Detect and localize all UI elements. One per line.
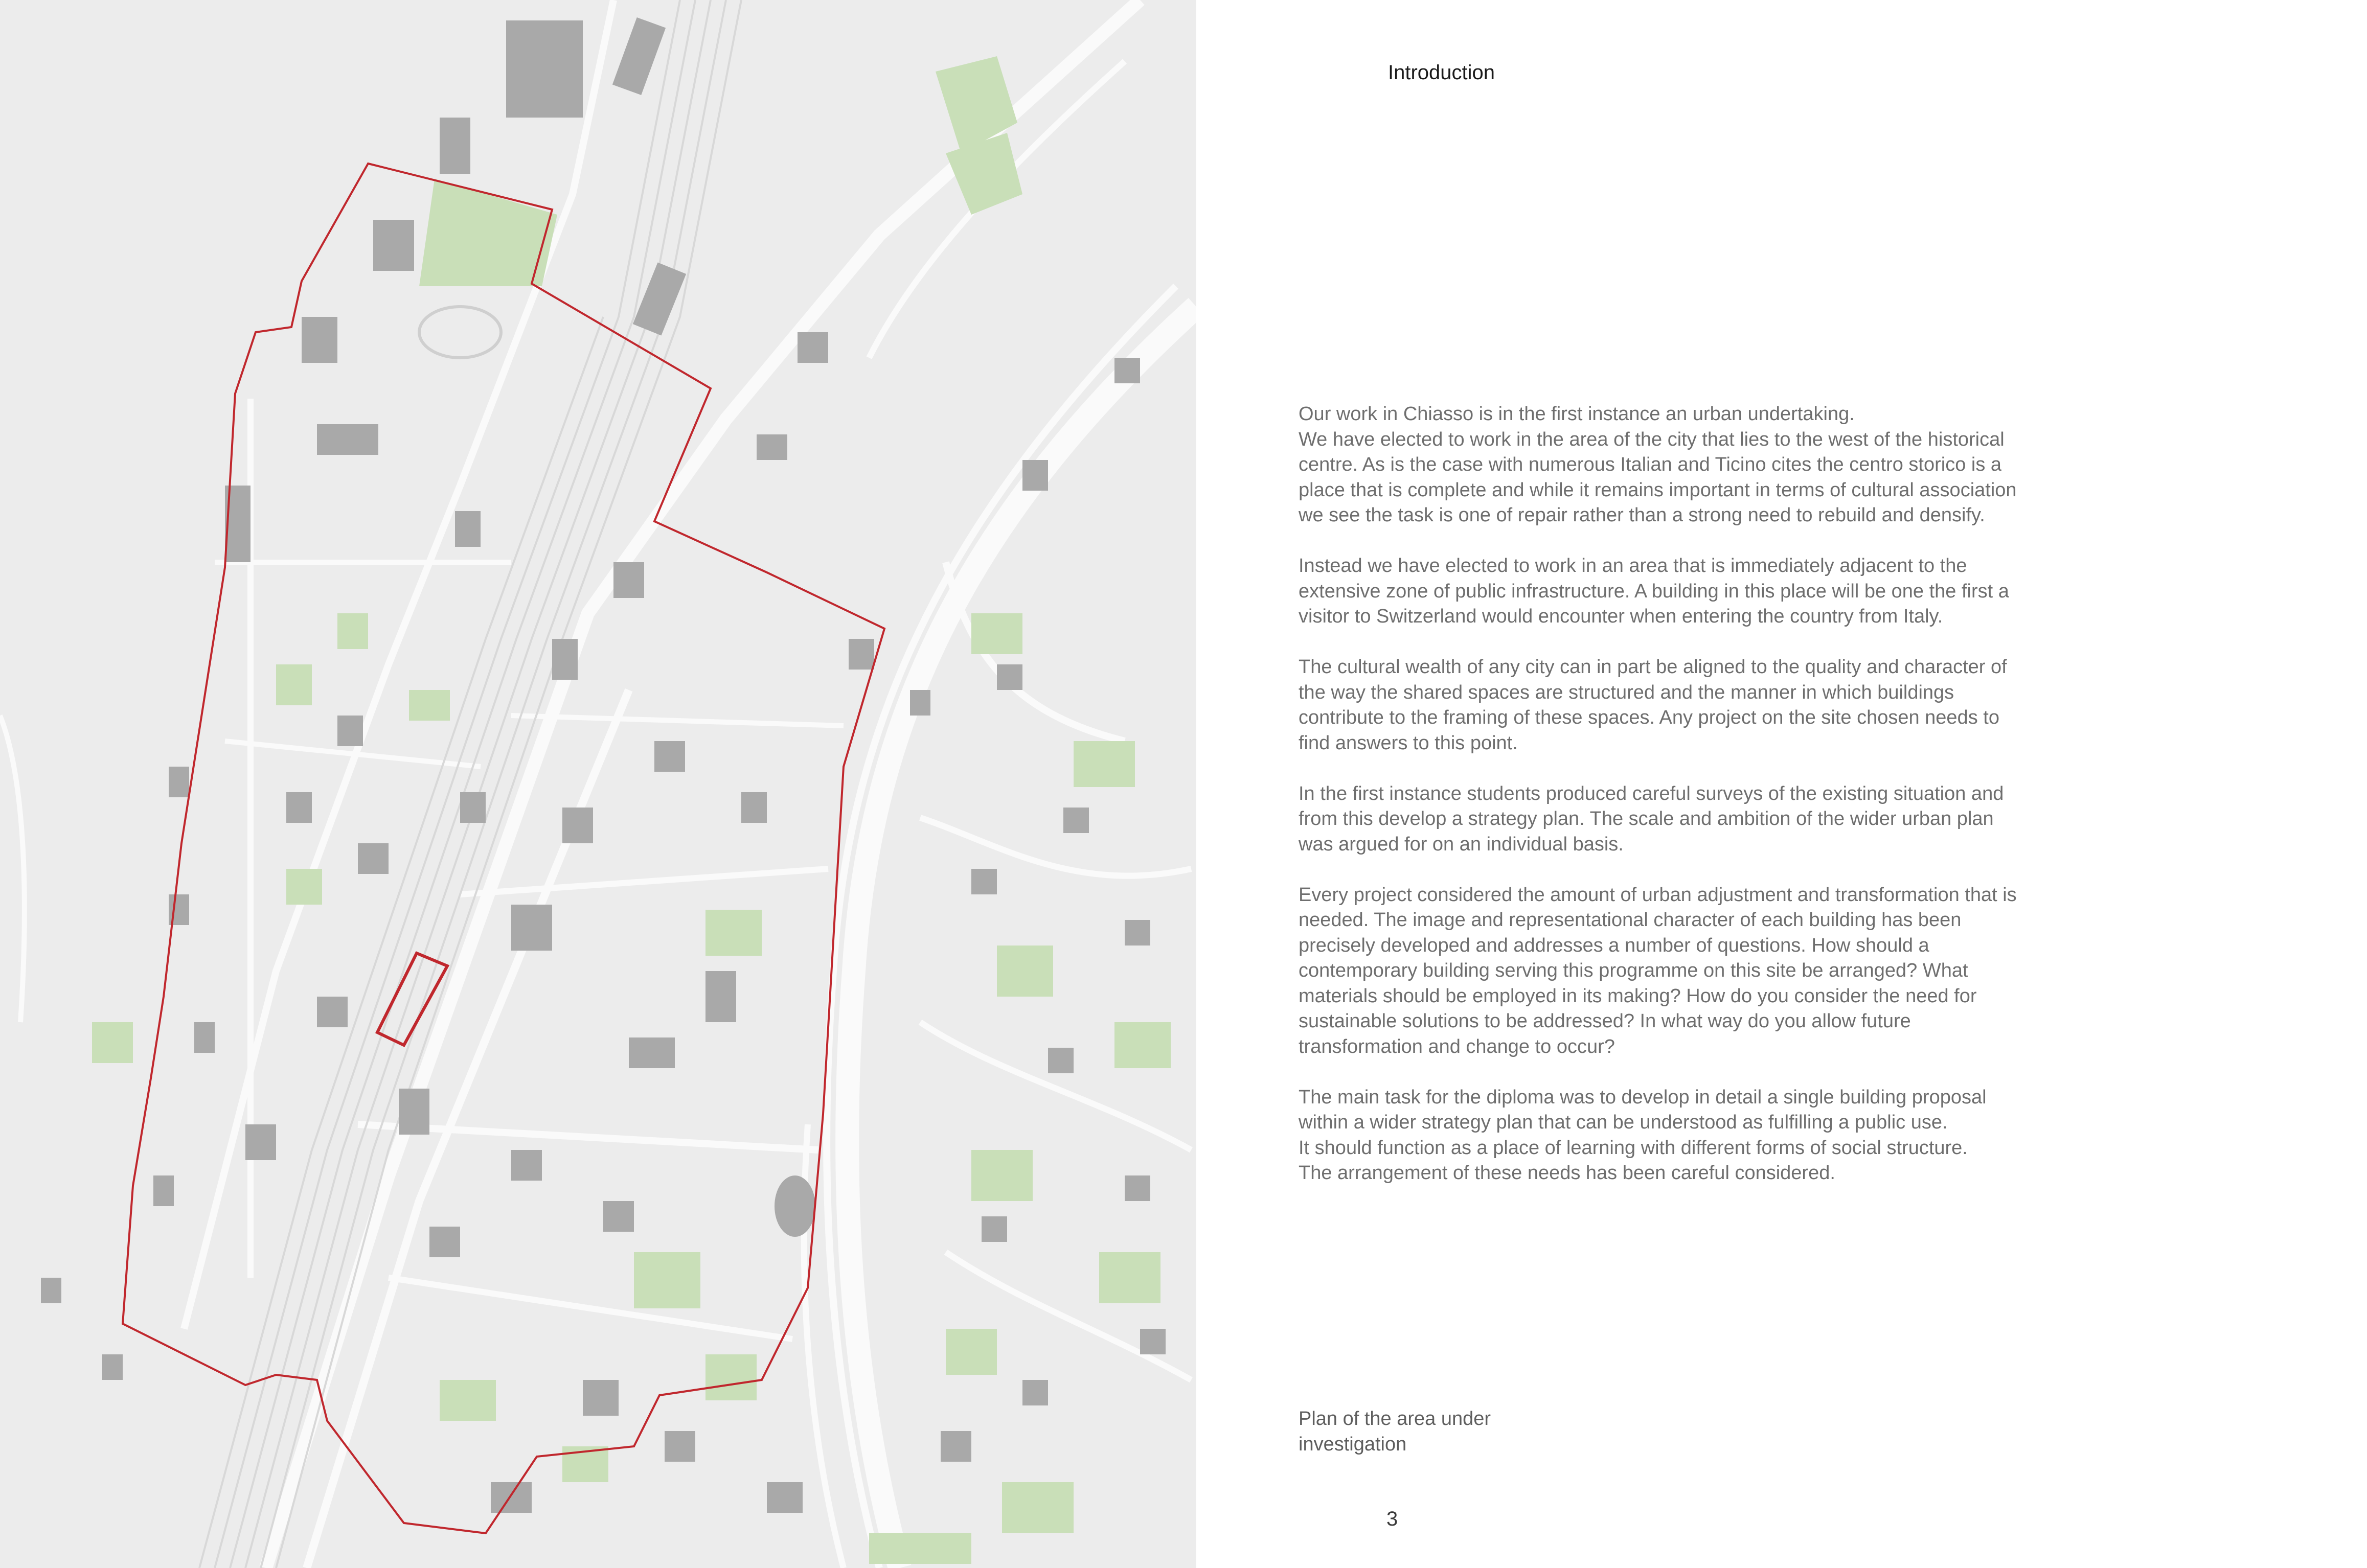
building-51 (429, 1227, 460, 1257)
building-27 (1125, 920, 1150, 946)
green-18 (869, 1533, 971, 1564)
building-42 (41, 1278, 61, 1303)
building-5 (373, 220, 414, 271)
green-15 (1099, 1252, 1160, 1303)
building-50 (741, 792, 767, 823)
text-line: transformation and change to occur? (1299, 1035, 1615, 1057)
text-line: the way the shared spaces are structured and the manner in which buildings (1299, 681, 1954, 703)
building-28 (1048, 1048, 1074, 1073)
paragraph-5 (1299, 883, 2096, 1060)
green-12 (997, 946, 1053, 997)
building-13 (562, 808, 593, 843)
building-53 (603, 1201, 634, 1232)
body-text (1299, 402, 2096, 1211)
text-panel (1196, 0, 2367, 1568)
building-21 (491, 1482, 532, 1513)
green-4 (286, 869, 322, 905)
green-10 (971, 613, 1022, 654)
paragraph-6 (1299, 1085, 2096, 1186)
paragraph-4 (1299, 781, 2096, 858)
text-line: The main task for the diploma was to develop in detail a single building proposal (1299, 1086, 1987, 1108)
building-44 (941, 1431, 971, 1462)
building-29 (982, 1216, 1007, 1242)
building-7 (317, 424, 378, 455)
text-line: sustainable solutions to be addressed? In what way do you allow future (1299, 1010, 1911, 1032)
building-14 (552, 639, 578, 680)
green-19 (1002, 1482, 1074, 1533)
building-9 (511, 905, 552, 951)
building-24 (997, 664, 1022, 690)
building-12 (399, 1089, 429, 1135)
building-16 (286, 792, 312, 823)
green-5 (705, 910, 762, 956)
building-31 (1022, 1380, 1048, 1405)
paragraph-3 (1299, 655, 2096, 756)
building-15 (613, 562, 644, 598)
building-18 (317, 997, 348, 1027)
paragraph-2 (1299, 554, 2096, 630)
building-40 (194, 1022, 215, 1053)
text-line: from this develop a strategy plan. The scale and ambition of the wider urban plan (1299, 808, 1994, 829)
text-line: materials should be employed in its making? How do you consider the need for (1299, 985, 1977, 1007)
text-line: It should function as a place of learning with different forms of social structure. (1299, 1137, 1968, 1159)
caption-line: Plan of the area under (1299, 1408, 1491, 1429)
building-17 (358, 843, 389, 874)
building-36 (798, 332, 828, 363)
building-warehouse-1 (506, 20, 583, 118)
building-34 (1022, 460, 1048, 491)
building-43 (102, 1354, 123, 1380)
text-line: Every project considered the amount of urban adjustment and transformation that is (1299, 884, 2017, 906)
text-line: extensive zone of public infrastructure. A building in this place will be one the first a (1299, 580, 2009, 602)
building-22 (665, 1431, 695, 1462)
green-16 (946, 1329, 997, 1375)
building-46 (455, 511, 481, 547)
text-line: Our work in Chiasso is in the first instance an urban undertaking. (1299, 403, 1855, 425)
green-11 (1074, 741, 1135, 787)
text-line: contribute to the framing of these spaces. Any project on the site chosen needs to (1299, 707, 1999, 728)
text-line: We have elected to work in the area of the city that lies to the west of the historical (1299, 428, 2005, 450)
building-52 (511, 1150, 542, 1181)
text-line: The cultural wealth of any city can in part be aligned to the quality and character of (1299, 656, 2007, 678)
building-45 (849, 639, 874, 670)
green-6 (634, 1252, 700, 1308)
caption-line: investigation (1299, 1433, 1407, 1455)
section-title: Introduction (1388, 61, 1495, 84)
text-line: visitor to Switzerland would encounter when entering the country from Italy. (1299, 606, 1943, 627)
text-line: within a wider strategy plan that can be understood as fulfilling a public use. (1299, 1112, 1948, 1133)
green-7 (705, 1354, 757, 1400)
building-48 (460, 792, 486, 823)
building-20 (583, 1380, 619, 1416)
green-3 (409, 690, 450, 721)
building-37 (757, 434, 787, 460)
building-30 (1125, 1175, 1150, 1201)
text-line: place that is complete and while it remains important in terms of cultural association (1299, 479, 2017, 501)
green-14 (971, 1150, 1033, 1201)
building-49 (654, 741, 685, 772)
building-26 (971, 869, 997, 894)
text-line: we see the task is one of repair rather than a strong need to rebuild and densify. (1299, 504, 1985, 526)
text-line: was argued for on an individual basis. (1299, 833, 1624, 855)
building-32 (1140, 1329, 1166, 1354)
building-11 (629, 1037, 675, 1068)
building-2 (440, 118, 470, 174)
building-35 (1114, 358, 1140, 383)
building-33 (910, 690, 930, 716)
text-line: centre. As is the case with numerous Italian and Ticino cites the centro storico is a (1299, 454, 2002, 475)
green-8 (440, 1380, 496, 1421)
text-line: needed. The image and representational character of each building has been (1299, 909, 1962, 931)
building-10 (705, 971, 736, 1022)
green-2 (337, 613, 368, 649)
green-13 (1114, 1022, 1171, 1068)
map-caption (1299, 1406, 1491, 1457)
building-23 (767, 1482, 803, 1513)
building-19 (245, 1124, 276, 1160)
green-1 (276, 664, 312, 705)
building-41 (153, 1175, 174, 1206)
text-line: contemporary building serving this programme on this site be arranged? What (1299, 960, 1968, 981)
building-25 (1063, 808, 1089, 833)
stadium-oval (775, 1175, 815, 1237)
building-38 (169, 767, 189, 797)
green-17 (92, 1022, 133, 1063)
text-line: In the first instance students produced careful surveys of the existing situation and (1299, 782, 2004, 804)
text-line: Instead we have elected to work in an area that is immediately adjacent to the (1299, 555, 1967, 577)
page-number: 3 (1386, 1508, 1398, 1530)
text-line: precisely developed and addresses a number of questions. How should a (1299, 934, 1929, 956)
building-47 (337, 716, 363, 746)
paragraph-1 (1299, 402, 2096, 528)
building-6 (302, 317, 337, 363)
text-line: find answers to this point. (1299, 732, 1518, 754)
text-line: The arrangement of these needs has been careful considered. (1299, 1162, 1835, 1184)
